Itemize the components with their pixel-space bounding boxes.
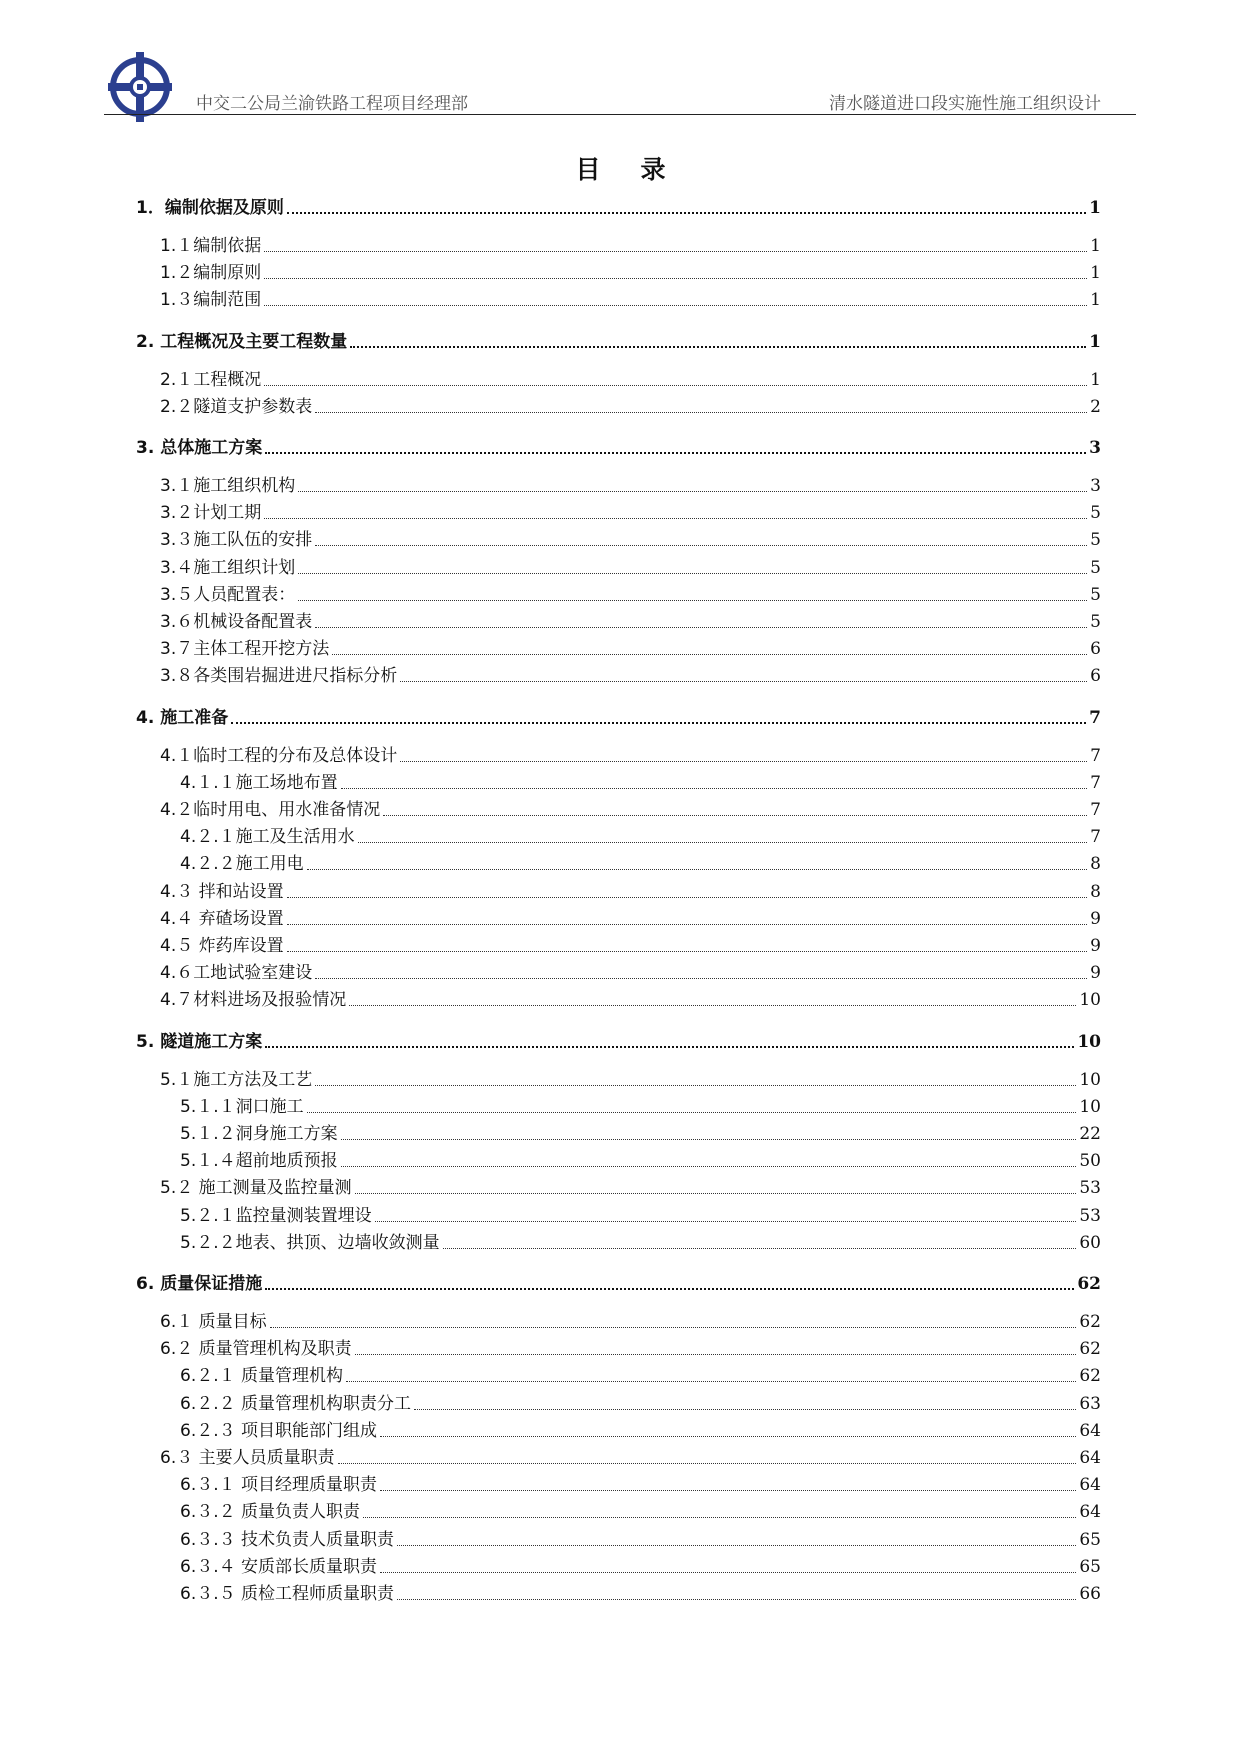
toc-entry[interactable] [136, 198, 1101, 218]
toc-entry[interactable] [180, 1097, 1101, 1117]
toc-entry[interactable] [160, 990, 1101, 1010]
toc-entry-page: 5 [1090, 584, 1101, 605]
toc-leader-dots [315, 545, 1087, 546]
toc-entry[interactable] [180, 1421, 1101, 1441]
toc-entry-label: 4.１.１施工场地布置 [180, 772, 338, 793]
toc-entry-label: 2.１工程概况 [160, 369, 262, 390]
toc-entry-label: 1.２编制原则 [160, 263, 262, 284]
toc-leader-dots [287, 924, 1088, 925]
toc-entry-page: 1 [1089, 198, 1101, 218]
toc-entry-page: 10 [1079, 1096, 1101, 1117]
toc-entry-page: 7 [1090, 772, 1101, 793]
toc-leader-dots [315, 412, 1087, 413]
toc-leader-dots [264, 278, 1087, 279]
toc-entry-label: 5.２.１监控量测装置埋设 [180, 1205, 372, 1226]
toc-entry[interactable] [180, 827, 1101, 847]
toc-entry[interactable] [136, 438, 1101, 458]
toc-entry-page: 63 [1079, 1393, 1101, 1414]
toc-entry-label: 3.４施工组织计划 [160, 557, 296, 578]
toc-leader-dots [443, 1248, 1077, 1249]
toc-entry-page: 5 [1090, 530, 1101, 551]
toc-leader-dots [264, 518, 1087, 519]
toc-entry[interactable] [160, 666, 1101, 686]
toc-leader-dots [270, 1327, 1077, 1328]
toc-leader-dots [264, 305, 1087, 306]
toc-entry[interactable] [160, 639, 1101, 659]
toc-entry[interactable] [160, 263, 1101, 283]
toc-entry-label: 4.２.２施工用电 [180, 854, 304, 875]
toc-entry-page: 9 [1090, 936, 1101, 956]
toc-entry[interactable] [160, 746, 1101, 766]
toc-entry-page: 60 [1079, 1232, 1101, 1253]
toc-leader-dots [264, 251, 1087, 252]
toc-entry[interactable] [180, 1475, 1101, 1495]
toc-entry-label: 1．编制依据及原则 [136, 198, 284, 218]
toc-entry-label: 2. 工程概况及主要工程数量 [136, 331, 348, 352]
toc-entry-page: 8 [1090, 854, 1101, 875]
toc-leader-dots [380, 1436, 1076, 1437]
toc-entry-page: 8 [1090, 881, 1101, 902]
toc-leader-dots [298, 600, 1087, 601]
toc-entry-label: 1.１编制依据 [160, 236, 262, 256]
toc-leader-dots [231, 722, 1086, 724]
toc-leader-dots [265, 1046, 1074, 1048]
toc-entry[interactable] [160, 909, 1101, 929]
toc-leader-dots [375, 1221, 1077, 1222]
toc-entry[interactable] [136, 332, 1101, 352]
toc-entry[interactable] [180, 1502, 1101, 1522]
toc-entry[interactable] [160, 290, 1101, 310]
toc-leader-dots [397, 1599, 1076, 1600]
toc-leader-dots [349, 1005, 1076, 1006]
toc-entry-page: 1 [1090, 236, 1101, 256]
page-title: 目录 [575, 155, 706, 184]
toc-entry-label: 4.６工地试验室建设 [160, 963, 313, 984]
toc-entry-label: 5.１施工方法及工艺 [160, 1069, 313, 1090]
toc-entry[interactable] [160, 530, 1101, 550]
toc-entry-label: 1.３编制范围 [160, 290, 262, 311]
toc-entry[interactable] [180, 1233, 1101, 1253]
toc-entry-label: 3.５人员配置表： [160, 584, 296, 605]
toc-entry-label: 6.３ 主要人员质量职责 [160, 1448, 335, 1468]
toc-entry-label: 5.１.２洞身施工方案 [180, 1124, 338, 1144]
toc-entry-page: 50 [1079, 1151, 1101, 1172]
toc-entry[interactable] [160, 236, 1101, 256]
toc-entry-page: 1 [1089, 331, 1101, 352]
toc-entry-page: 53 [1079, 1205, 1101, 1226]
toc-entry[interactable] [160, 370, 1101, 390]
toc-leader-dots [400, 761, 1087, 762]
toc-entry[interactable] [160, 1070, 1101, 1090]
toc-entry-page: 62 [1079, 1339, 1101, 1360]
toc-entry-label: 5.２.２地表、拱顶、边墙收敛测量 [180, 1232, 440, 1253]
toc-entry[interactable] [136, 708, 1101, 728]
toc-leader-dots [341, 1139, 1077, 1140]
toc-entry-page: 65 [1079, 1556, 1101, 1577]
toc-leader-dots [358, 842, 1088, 843]
toc-entry-label: 3.１施工组织机构 [160, 476, 296, 496]
toc-leader-dots [315, 627, 1087, 628]
toc-entry-page: 1 [1090, 263, 1101, 284]
toc-entry-page: 62 [1079, 1312, 1101, 1332]
toc-entry-page: 7 [1090, 800, 1101, 820]
toc-entry-page: 9 [1090, 963, 1101, 984]
toc-entry-page: 6 [1090, 666, 1101, 687]
toc-entry-page: 3 [1090, 476, 1101, 496]
toc-entry-label: 3.６机械设备配置表 [160, 612, 313, 632]
toc-leader-dots [287, 951, 1088, 952]
toc-entry-page: 7 [1090, 745, 1101, 766]
toc-leader-dots [355, 1193, 1077, 1194]
toc-entry[interactable] [160, 1312, 1101, 1332]
toc-leader-dots [307, 1112, 1077, 1113]
toc-entry-page: 5 [1090, 557, 1101, 578]
toc-entry-page: 3 [1089, 438, 1101, 458]
toc-entry[interactable] [160, 800, 1101, 820]
toc-leader-dots [287, 897, 1088, 898]
toc-entry[interactable] [180, 1584, 1101, 1604]
toc-entry[interactable] [160, 1448, 1101, 1468]
toc-entry-label: 4.３ 拌和站设置 [160, 881, 284, 902]
toc-entry[interactable] [180, 1530, 1101, 1550]
toc-leader-dots [346, 1381, 1076, 1382]
toc-entry[interactable] [160, 963, 1101, 983]
toc-entry-page: 10 [1079, 1069, 1101, 1090]
toc-entry-page: 7 [1089, 707, 1101, 728]
toc-entry-label: 5.２ 施工测量及监控量测 [160, 1178, 352, 1199]
toc-entry-label: 3.２计划工期 [160, 503, 262, 524]
toc-entry-label: 6.２.３ 项目职能部门组成 [180, 1420, 378, 1441]
toc-leader-dots [315, 1085, 1076, 1086]
toc-entry[interactable] [160, 882, 1101, 902]
toc-leader-dots [355, 1354, 1077, 1355]
toc-entry-page: 64 [1079, 1420, 1101, 1441]
toc-entry-label: 4.２临时用电、用水准备情况 [160, 800, 381, 820]
toc-entry-label: 6.３.２ 质量负责人职责 [180, 1502, 361, 1523]
toc-entry[interactable] [160, 397, 1101, 417]
toc-entry-label: 4.２.１施工及生活用水 [180, 827, 355, 848]
toc-entry-label: 5.１.４超前地质预报 [180, 1151, 338, 1172]
toc-leader-dots [363, 1517, 1076, 1518]
toc-entry-page: 6 [1090, 639, 1101, 660]
toc-entry[interactable] [160, 558, 1101, 578]
toc-entry-label: 3. 总体施工方案 [136, 438, 263, 458]
toc-entry[interactable] [160, 585, 1101, 605]
toc-leader-dots [380, 1572, 1076, 1573]
toc-entry-page: 64 [1079, 1475, 1101, 1496]
toc-entry-page: 62 [1077, 1274, 1101, 1294]
toc-leader-dots [307, 869, 1088, 870]
toc-entry-page: 7 [1090, 827, 1101, 848]
page-header [0, 0, 1241, 125]
toc-entry-label: 6.２.２ 质量管理机构职责分工 [180, 1393, 412, 1414]
toc-entry-page: 5 [1090, 612, 1101, 632]
toc-entry-page: 65 [1079, 1529, 1101, 1550]
toc-entry-page: 2 [1090, 396, 1101, 417]
toc-leader-dots [341, 1166, 1077, 1167]
toc-entry-label: 6.１ 质量目标 [160, 1312, 267, 1332]
toc-entry[interactable] [180, 854, 1101, 874]
toc-entry-label: 6.２ 质量管理机构及职责 [160, 1339, 352, 1360]
toc-entry-label: 6.３.１ 项目经理质量职责 [180, 1475, 378, 1496]
toc-entry[interactable] [180, 1394, 1101, 1414]
toc-entry-page: 62 [1079, 1366, 1101, 1387]
toc-leader-dots [265, 1288, 1074, 1290]
toc-entry-page: 64 [1079, 1448, 1101, 1468]
toc-entry-page: 5 [1090, 503, 1101, 524]
toc-entry-label: 4.１临时工程的分布及总体设计 [160, 745, 398, 766]
toc-leader-dots [338, 1463, 1077, 1464]
toc-entry-label: 6. 质量保证措施 [136, 1274, 263, 1294]
toc-leader-dots [315, 978, 1087, 979]
toc-entry-page: 1 [1090, 290, 1101, 311]
toc-entry-page: 64 [1079, 1502, 1101, 1523]
toc-entry-label: 6.３.４ 安质部长质量职责 [180, 1556, 378, 1577]
toc-entry[interactable] [180, 1557, 1101, 1577]
toc-entry-label: 5. 隧道施工方案 [136, 1031, 263, 1052]
toc-entry[interactable] [160, 476, 1101, 496]
toc-entry[interactable] [180, 1124, 1101, 1144]
toc-entry-label: 5.１.１洞口施工 [180, 1096, 304, 1117]
toc-entry-label: 3.７主体工程开挖方法 [160, 639, 330, 660]
toc-entry[interactable] [160, 936, 1101, 956]
toc-leader-dots [397, 1545, 1076, 1546]
toc-leader-dots [298, 491, 1087, 492]
toc-entry-page: 53 [1079, 1178, 1101, 1199]
header-divider [104, 114, 1136, 115]
toc-entry[interactable] [136, 1274, 1101, 1294]
toc-leader-dots [414, 1409, 1076, 1410]
toc-leader-dots [332, 654, 1087, 655]
toc-entry-label: 4.５ 炸药库设置 [160, 936, 284, 956]
toc-entry[interactable] [180, 773, 1101, 793]
header-doc-title: 清水隧道进口段实施性施工组织设计 [829, 94, 1101, 114]
toc-entry-label: 6.２.１ 质量管理机构 [180, 1366, 344, 1387]
toc-entry-label: 4.７材料进场及报验情况 [160, 990, 347, 1011]
toc-entry-label: 6.３.３ 技术负责人质量职责 [180, 1529, 395, 1550]
toc-entry[interactable] [160, 612, 1101, 632]
toc-entry-page: 1 [1090, 369, 1101, 390]
header-company: 中交二公局兰渝铁路工程项目经理部 [196, 94, 468, 114]
toc-leader-dots [298, 573, 1087, 574]
toc-entry-page: 66 [1079, 1584, 1101, 1604]
toc-entry-page: 22 [1079, 1124, 1101, 1144]
toc-entry-label: 3.３施工队伍的安排 [160, 530, 313, 551]
toc-entry-label: 4.４ 弃碴场设置 [160, 908, 284, 929]
toc-entry[interactable] [160, 503, 1101, 523]
toc-entry-label: 3.８各类围岩掘进进尺指标分析 [160, 666, 398, 687]
toc-entry[interactable] [180, 1151, 1101, 1171]
toc-leader-dots [350, 346, 1086, 348]
toc-leader-dots [287, 212, 1086, 214]
toc-entry-label: 2.２隧道支护参数表 [160, 396, 313, 417]
toc-leader-dots [265, 452, 1086, 454]
toc-entry[interactable] [180, 1206, 1101, 1226]
toc-leader-dots [264, 385, 1087, 386]
toc-entry-page: 10 [1079, 990, 1101, 1011]
toc-entry[interactable] [160, 1339, 1101, 1359]
toc-leader-dots [383, 815, 1087, 816]
toc-entry[interactable] [136, 1032, 1101, 1052]
toc-entry[interactable] [160, 1178, 1101, 1198]
toc-leader-dots [341, 788, 1088, 789]
toc-entry-label: 4. 施工准备 [136, 707, 229, 728]
toc-entry-page: 10 [1077, 1031, 1101, 1052]
toc-leader-dots [380, 1490, 1076, 1491]
toc-leader-dots [400, 681, 1087, 682]
crec-logo-icon [104, 50, 176, 124]
toc-entry-page: 9 [1090, 908, 1101, 929]
toc-entry-label: 6.３.５ 质检工程师质量职责 [180, 1584, 395, 1604]
toc-entry[interactable] [180, 1366, 1101, 1386]
